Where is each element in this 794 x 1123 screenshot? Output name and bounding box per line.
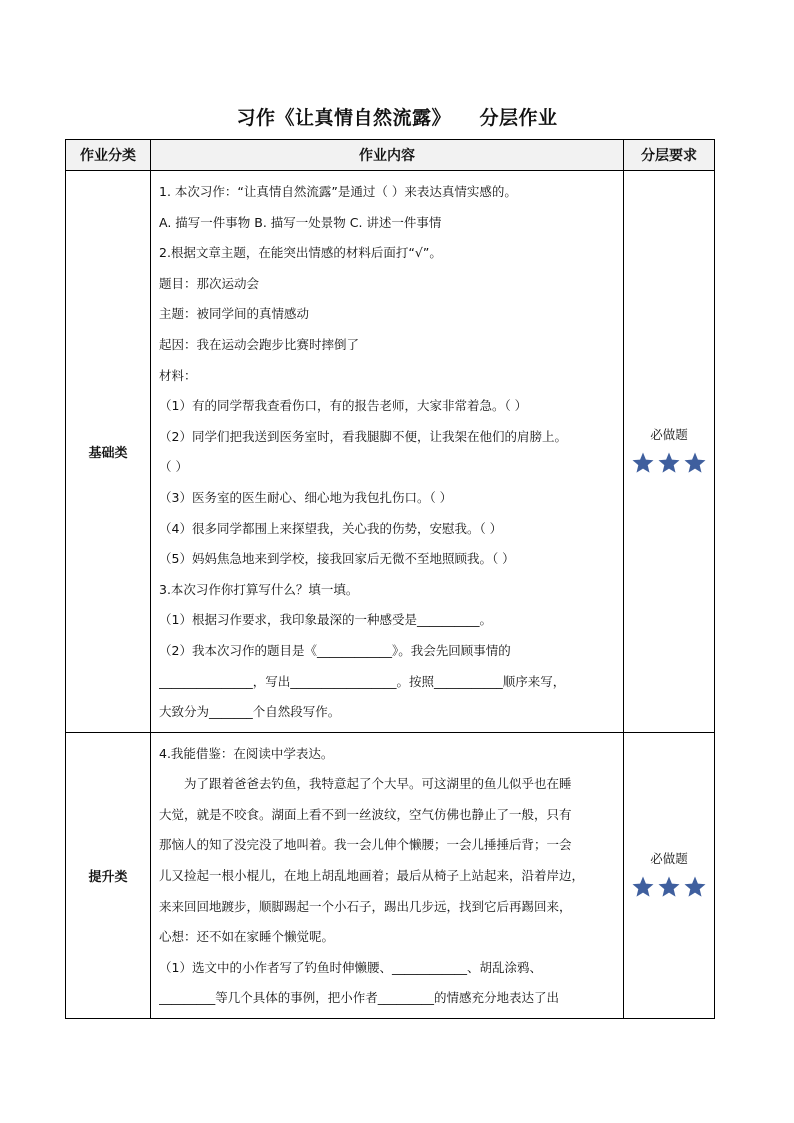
content-line: （1）选文中的小作者写了钓鱼时伸懒腰、____________、胡乱涂鸦、: [159, 959, 542, 975]
star-icon: [657, 451, 681, 475]
content-line: A. 描写一件事物 B. 描写一处景物 C. 讲述一件事情: [159, 214, 442, 230]
requirement-label: 必做题: [650, 850, 688, 866]
star-icon: [631, 875, 655, 899]
content-line: 2.根据文章主题，在能突出情感的材料后面打“√”。: [159, 245, 442, 261]
content-line: 4.我能借鉴：在阅读中学表达。: [159, 745, 334, 761]
section-basic-row: [66, 171, 715, 733]
header-requirement: 分层要求: [624, 140, 715, 171]
content-line: 大觉，就是不咬食。湖面上看不到一丝波纹，空气仿佛也静止了一般，只有: [159, 806, 572, 822]
content-line: 1. 本次习作：“让真情自然流露”是通过（ ）来表达真情实感的。: [159, 184, 517, 199]
content-line: （1）有的同学帮我查看伤口，有的报告老师，大家非常着急。（ ）: [159, 398, 528, 414]
content-line: 来来回回地踱步，顺脚踢起一个小石子，踢出几步远，找到它后再踢回来，: [159, 898, 572, 914]
content-line: （ ）: [159, 459, 188, 475]
requirement-label: 必做题: [650, 426, 688, 442]
content-line: （5）妈妈焦急地来到学校，接我回家后无微不至地照顾我。（ ）: [159, 551, 515, 567]
category-basic: 基础类: [66, 171, 151, 733]
content-line: 大致分为_______个自然段写作。: [159, 704, 341, 720]
category-advanced: 提升类: [66, 732, 151, 1018]
content-line: _________等几个具体的事例，把小作者_________的情感充分地表达了出: [159, 990, 560, 1006]
requirement-advanced: [624, 732, 715, 1018]
content-line: （3）医务室的医生耐心、细心地为我包扎伤口。（ ）: [159, 489, 453, 505]
star-icon: [683, 451, 707, 475]
content-line: 起因：我在运动会跑步比赛时摔倒了: [159, 336, 360, 352]
content-line: 3.本次习作你打算写什么？填一填。: [159, 581, 359, 597]
content-line: （1）根据习作要求，我印象最深的一种感受是__________。: [159, 612, 492, 628]
content-line: 儿又捡起一根小棍儿，在地上胡乱地画着；最后从椅子上站起来，沿着岸边，: [159, 868, 585, 884]
content-line: （2）同学们把我送到医务室时，看我腿脚不便，让我架在他们的肩膀上。: [159, 428, 567, 444]
requirement-basic: [624, 171, 715, 733]
homework-table: [65, 139, 715, 1019]
content-line: 材料：: [159, 367, 197, 383]
content-line: 心想：还不如在家睡个懒觉呢。: [159, 929, 335, 945]
content-line: 主题：被同学间的真情感动: [159, 306, 310, 322]
star-rating: [631, 875, 707, 899]
content-line: 为了跟着爸爸去钓鱼，我特意起了个大早。可这湖里的鱼儿似乎也在睡: [184, 776, 572, 792]
star-rating: [631, 451, 707, 475]
header-category: 作业分类: [66, 140, 151, 171]
content-advanced: [151, 732, 624, 1018]
content-basic: [151, 171, 624, 733]
content-line: 题目：那次运动会: [159, 275, 260, 291]
content-line: （2）我本次习作的题目是《____________》。我会先回顾事情的: [159, 642, 511, 658]
content-line: （4）很多同学都围上来探望我，关心我的伤势，安慰我。（ ）: [159, 520, 503, 536]
header-content: 作业内容: [151, 140, 624, 171]
content-line: _______________，写出_________________。按照___________顺序来写，: [159, 673, 566, 689]
star-icon: [631, 451, 655, 475]
table-header-row: [66, 140, 715, 171]
page-title: 习作《让真情自然流露》 分层作业: [236, 107, 558, 129]
section-advanced-row: [66, 732, 715, 1018]
star-icon: [657, 875, 681, 899]
star-icon: [683, 875, 707, 899]
content-line: 那恼人的知了没完没了地叫着。我一会儿伸个懒腰；一会儿捶捶后背；一会: [159, 837, 572, 853]
